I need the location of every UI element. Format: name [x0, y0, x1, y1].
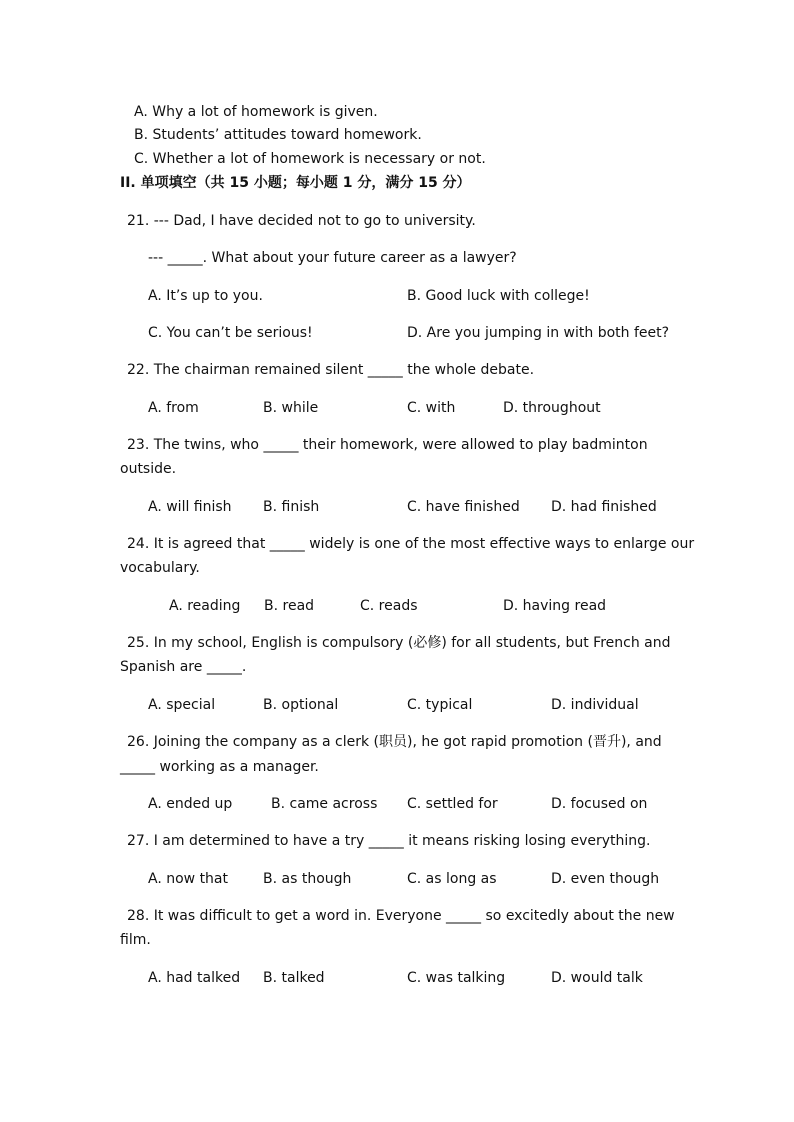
question-21-option-c[interactable]: C. You can’t be serious! [148, 325, 313, 341]
question-23-option-c[interactable]: C. have finished [407, 499, 520, 515]
question-24-option-b[interactable]: B. read [264, 598, 315, 614]
question-21-stem: 21. --- Dad, I have decided not to go to university. [127, 213, 476, 229]
question-26-stem-cont: _____ working as a manager. [120, 759, 319, 775]
question-26-option-c[interactable]: C. settled for [407, 796, 498, 812]
question-27-option-b[interactable]: B. as though [263, 871, 352, 887]
question-21-option-a[interactable]: A. It’s up to you. [148, 288, 263, 304]
question-25-option-c[interactable]: C. typical [407, 697, 473, 713]
question-28-option-b[interactable]: B. talked [263, 970, 325, 986]
question-27-option-d[interactable]: D. even though [551, 871, 660, 887]
question-22-option-d[interactable]: D. throughout [503, 400, 601, 416]
question-28-stem: 28. It was difficult to get a word in. Everyone _____ so excitedly about the new [127, 908, 675, 924]
section-heading: II. 单项填空（共 15 小题；每小题 1 分，满分 15 分） [120, 175, 471, 191]
question-24-option-c[interactable]: C. reads [360, 598, 418, 614]
question-26-option-b[interactable]: B. came across [271, 796, 378, 812]
question-25-option-d[interactable]: D. individual [551, 697, 639, 713]
question-27-option-c[interactable]: C. as long as [407, 871, 497, 887]
question-21-option-b[interactable]: B. Good luck with college! [407, 288, 590, 304]
question-24-stem: 24. It is agreed that _____ widely is one of the most effective ways to enlarge our [127, 536, 695, 552]
question-25-option-a[interactable]: A. special [148, 697, 216, 713]
prev-option-a: A. Why a lot of homework is given. [134, 104, 378, 120]
question-23-option-a[interactable]: A. will finish [148, 499, 232, 515]
question-26-option-d[interactable]: D. focused on [551, 796, 648, 812]
question-24-option-d[interactable]: D. having read [503, 598, 607, 614]
question-22-option-a[interactable]: A. from [148, 400, 199, 416]
question-22-stem: 22. The chairman remained silent _____ the whole debate. [127, 362, 535, 378]
question-28-stem-cont: film. [120, 932, 151, 948]
question-23-option-d[interactable]: D. had finished [551, 499, 657, 515]
question-28-option-d[interactable]: D. would talk [551, 970, 643, 986]
question-28-option-c[interactable]: C. was talking [407, 970, 506, 986]
prev-option-c: C. Whether a lot of homework is necessary or not. [134, 151, 486, 167]
question-21-option-d[interactable]: D. Are you jumping in with both feet? [407, 325, 670, 341]
question-25-stem: 25. In my school, English is compulsory (必修) for all students, but French and [127, 635, 671, 651]
prev-option-b: B. Students’ attitudes toward homework. [134, 127, 422, 143]
question-23-stem-cont: outside. [120, 461, 177, 477]
question-23-stem: 23. The twins, who _____ their homework, were allowed to play badminton [127, 437, 648, 453]
question-27-option-a[interactable]: A. now that [148, 871, 229, 887]
question-25-option-b[interactable]: B. optional [263, 697, 339, 713]
question-24-option-a[interactable]: A. reading [169, 598, 241, 614]
question-23-option-b[interactable]: B. finish [263, 499, 320, 515]
question-25-stem-cont: Spanish are _____. [120, 659, 247, 675]
question-26-option-a[interactable]: A. ended up [148, 796, 233, 812]
question-22-option-b[interactable]: B. while [263, 400, 319, 416]
question-26-stem: 26. Joining the company as a clerk (职员), he got rapid promotion (晋升), and [127, 734, 662, 750]
question-28-option-a[interactable]: A. had talked [148, 970, 241, 986]
question-22-option-c[interactable]: C. with [407, 400, 456, 416]
question-27-stem: 27. I am determined to have a try _____ it means risking losing everything. [127, 833, 651, 849]
question-21-reply: --- _____. What about your future career as a lawyer? [148, 250, 517, 266]
question-24-stem-cont: vocabulary. [120, 560, 200, 576]
